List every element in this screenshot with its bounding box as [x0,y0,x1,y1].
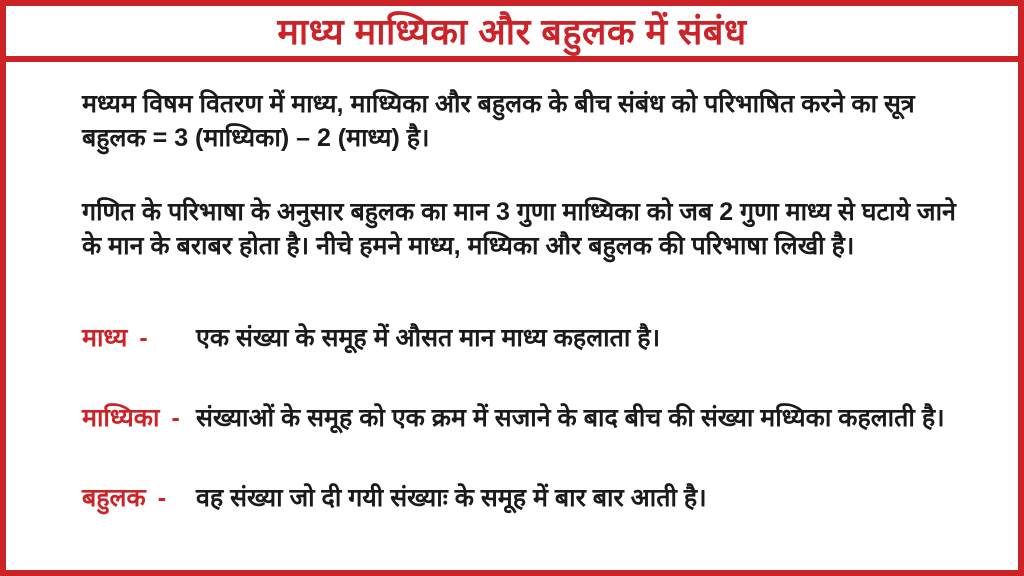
definition-term-mean [82,321,196,355]
term-text: माध्यिका [82,404,160,432]
content-area [6,62,1018,570]
page-title: माध्य माध्यिका और बहुलक में संबंध [277,11,747,52]
definition-row-mode [82,481,972,515]
definition-term-mode [82,481,196,515]
intro-paragraph: मध्यम विषम वितरण में माध्य, माध्यिका और बहुलक के बीच संबंध को परिभाषित करने का सूत्र बहुलक = 3 (माध्यिका) – 2 (माध्य) है। [82,90,915,152]
term-separator: - [139,324,148,352]
definition-row-median [82,401,972,435]
definition-term-median [82,401,196,435]
definition-text-mode: वह संख्या जो दी गयी संख्याः के समूह में बार बार आती है। [196,484,707,512]
term-text: बहुलक [82,484,146,512]
explanation-paragraph: गणित के परिभाषा के अनुसार बहुलक का मान 3 गुणा माध्यिका को जब 2 गुणा माध्य से घटाये जाने के मान के बराबर होता है। नीचे हमने माध्य, मध्यिका और बहुलक की परिभाषा लिखी है। [82,198,956,260]
term-text: माध्य [82,324,128,352]
definitions-list [82,321,972,515]
title-band [6,6,1018,62]
definition-text-median: संख्याओं के समूह को एक क्रम में सजाने के बाद बीच की संख्या मध्यिका कहलाती है। [196,404,945,432]
definition-row-mean [82,321,972,355]
definition-text-mean: एक संख्या के समूह में औसत मान माध्य कहलाता है। [196,324,661,352]
term-separator: - [171,404,180,432]
term-separator: - [157,484,167,512]
